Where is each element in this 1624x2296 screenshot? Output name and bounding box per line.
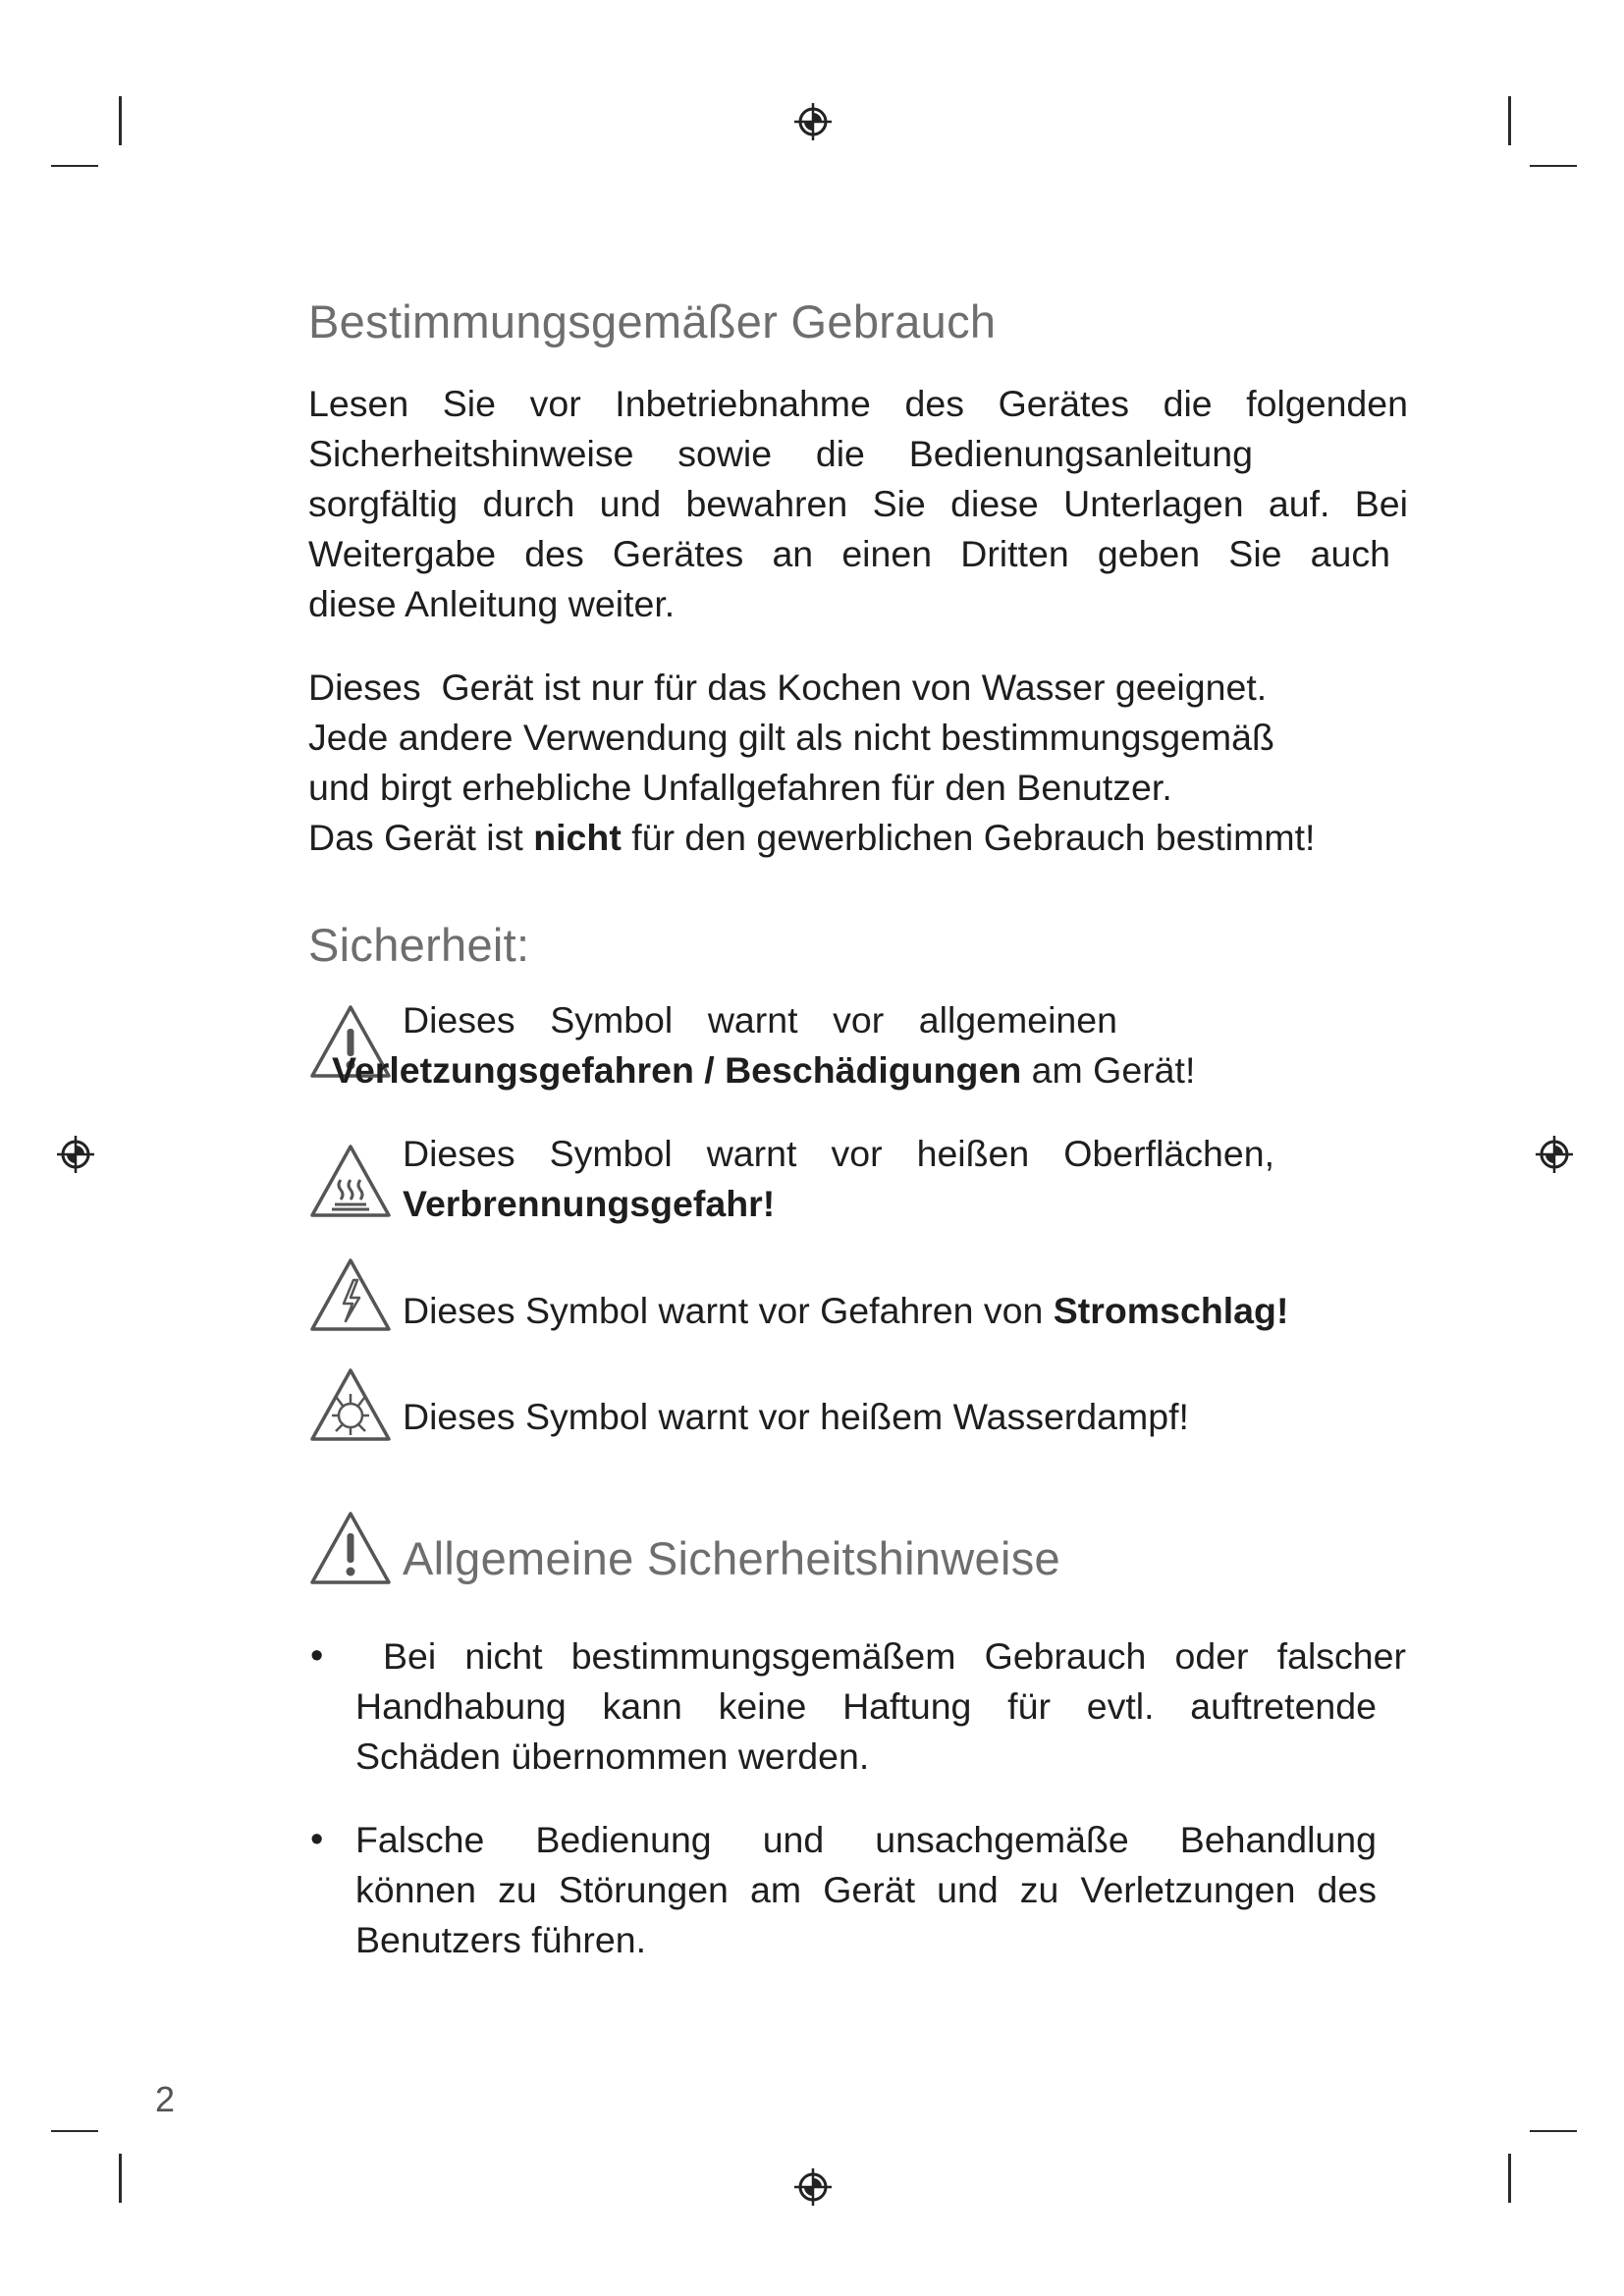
page-number: 2 bbox=[155, 2079, 176, 2119]
warning-row-electric bbox=[308, 1253, 1408, 1349]
paragraph-line: Sicherheitshinweise sowie die Bedienungsanleitung bbox=[308, 433, 1253, 475]
emphasis-text: Verletzungsgefahren / Beschädigungen bbox=[332, 1048, 1022, 1091]
list-item bbox=[308, 1631, 1408, 1782]
section-header-general-safety bbox=[308, 1504, 1408, 1594]
registration-mark-icon bbox=[1535, 1135, 1574, 1174]
paragraph-text: Das Gerät ist bbox=[308, 817, 534, 859]
registration-mark-icon bbox=[56, 1135, 95, 1174]
list-line: Benutzers führen. bbox=[355, 1918, 647, 1960]
list-line: Bei nicht bestimmungsgemäßem Gebrauch oder falscher bbox=[383, 1634, 1406, 1677]
general-safety-list bbox=[308, 1631, 1408, 1965]
usage-paragraph-1 bbox=[308, 379, 1408, 629]
warning-line: am Gerät! bbox=[1021, 1048, 1196, 1091]
emphasis-text: nicht bbox=[533, 817, 622, 859]
paragraph-line: Jede andere Verwendung gilt als nicht bestimmungsgemäß bbox=[308, 717, 1274, 759]
usage-paragraph-2 bbox=[308, 663, 1408, 863]
section-title-general-safety: Allgemeine Sicherheitshinweise bbox=[403, 1531, 1060, 1584]
warning-text bbox=[332, 1045, 1412, 1095]
crop-mark bbox=[1530, 165, 1577, 167]
bullet-icon: • bbox=[310, 1634, 324, 1677]
crop-mark bbox=[51, 165, 98, 167]
crop-mark bbox=[1508, 2154, 1511, 2203]
section-title-safety: Sicherheit: bbox=[308, 919, 530, 972]
crop-mark bbox=[1508, 96, 1511, 145]
warning-text bbox=[403, 1286, 1404, 1336]
crop-mark bbox=[119, 96, 122, 145]
warning-row-general bbox=[308, 995, 1408, 1111]
warning-line: Dieses Symbol warnt vor Gefahren von bbox=[403, 1289, 1054, 1331]
warning-row-steam bbox=[308, 1362, 1408, 1459]
warning-line: Dieses Symbol warnt vor heißem Wasserdampf! bbox=[403, 1395, 1189, 1437]
warning-row-hot-surface bbox=[308, 1129, 1408, 1235]
warning-line: Dieses Symbol warnt vor allgemeinen bbox=[403, 998, 1117, 1041]
bullet-icon: • bbox=[310, 1818, 324, 1860]
paragraph-line: Dieses Gerät ist nur für das Kochen von Wasser geeignet. bbox=[308, 667, 1268, 709]
electric-shock-warning-icon bbox=[308, 1256, 393, 1333]
hot-steam-warning-icon bbox=[308, 1366, 393, 1443]
list-line: Handhabung kann keine Haftung für evtl. auftretende bbox=[355, 1684, 1377, 1727]
paragraph-line: sorgfältig durch und bewahren Sie diese Unterlagen auf. Bei bbox=[308, 483, 1408, 525]
page-content bbox=[308, 294, 1408, 1965]
list-item bbox=[308, 1815, 1408, 1965]
warning-text bbox=[403, 1129, 1394, 1229]
emphasis-text: Verbrennungsgefahr! bbox=[403, 1182, 776, 1224]
list-line: können zu Störungen am Gerät und zu Verletzungen des bbox=[355, 1868, 1377, 1910]
list-line: Schäden übernommen werden. bbox=[355, 1735, 870, 1777]
paragraph-line bbox=[308, 813, 1408, 863]
warning-text bbox=[403, 995, 1384, 1045]
paragraph-text: für den gewerblichen Gebrauch bestimmt! bbox=[621, 817, 1316, 859]
registration-mark-icon bbox=[793, 2167, 833, 2207]
exclamation-warning-icon bbox=[308, 1510, 393, 1586]
crop-mark bbox=[119, 2154, 122, 2203]
warning-line: Dieses Symbol warnt vor heißen Oberflächen, bbox=[403, 1132, 1274, 1174]
paragraph-line: Lesen Sie vor Inbetriebnahme des Gerätes die folgenden bbox=[308, 383, 1408, 425]
crop-mark bbox=[51, 2130, 98, 2132]
paragraph-line: diese Anleitung weiter. bbox=[308, 583, 676, 625]
section-title-usage: Bestimmungsgemäßer Gebrauch bbox=[308, 295, 997, 347]
emphasis-text: Stromschlag! bbox=[1053, 1289, 1289, 1331]
hot-surface-warning-icon bbox=[308, 1143, 393, 1219]
warning-text bbox=[403, 1392, 1404, 1442]
crop-mark bbox=[1530, 2130, 1577, 2132]
list-line: Falsche Bedienung und unsachgemäße Behandlung bbox=[355, 1818, 1377, 1860]
paragraph-line: Weitergabe des Gerätes an einen Dritten geben Sie auch bbox=[308, 533, 1390, 575]
registration-mark-icon bbox=[793, 102, 833, 141]
paragraph-line: und birgt erhebliche Unfallgefahren für den Benutzer. bbox=[308, 767, 1172, 809]
